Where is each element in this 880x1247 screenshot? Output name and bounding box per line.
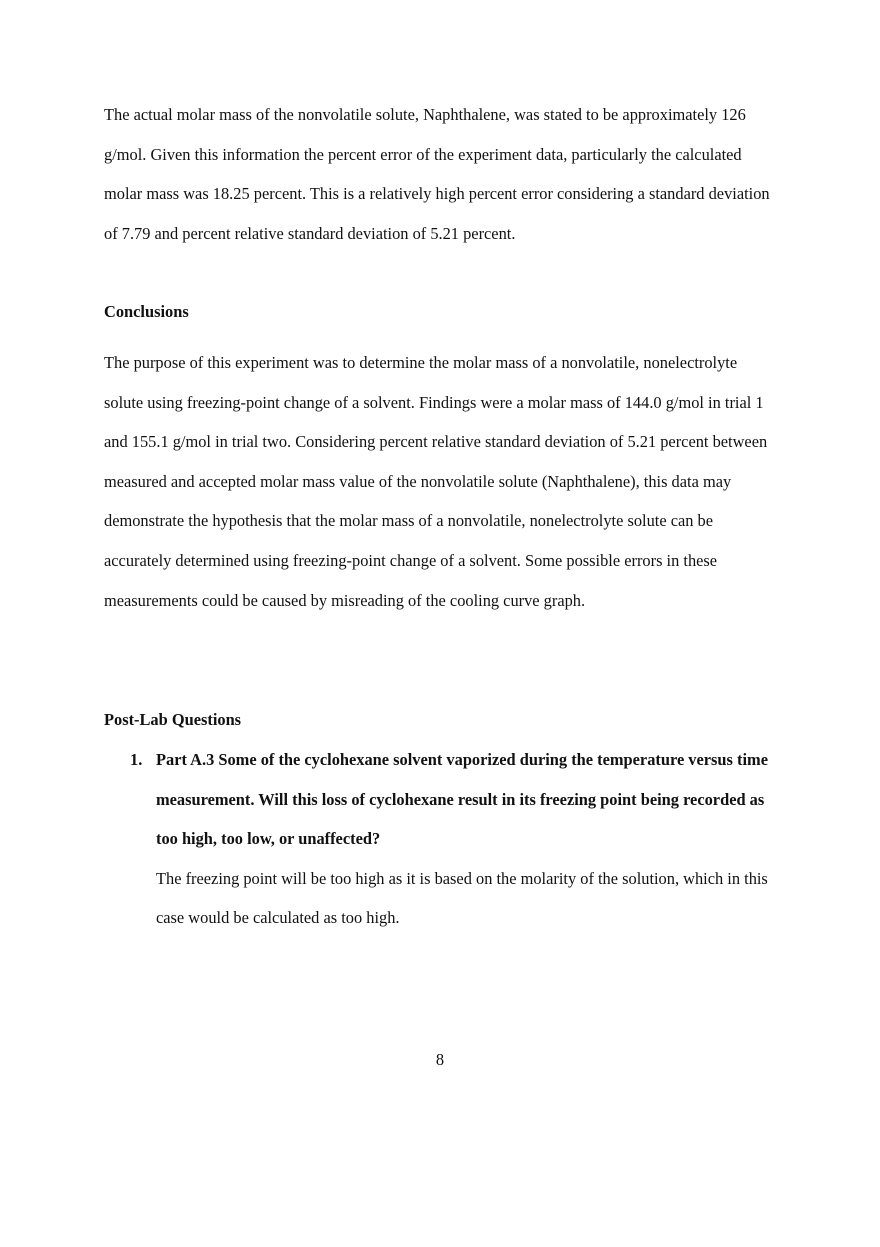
post-lab-heading: Post-Lab Questions <box>104 710 242 729</box>
conclusions-heading: Conclusions <box>104 302 189 321</box>
page-number: 8 <box>435 1050 445 1069</box>
question-item <box>104 740 780 938</box>
answer-text: The freezing point will be too high as it is based on the molarity of the solution, which in this case would be calculated as too high. <box>156 868 768 928</box>
question-list <box>104 740 780 938</box>
question-number: 1. <box>130 750 143 769</box>
conclusions-paragraph: The purpose of this experiment was to determine the molar mass of a nonvolatile, nonelectrolyte solute using freezing-point change of a solvent. Findings were a molar mass of 144.0 g/mol in trial 1 and 155.1 g/mol in trial two. Considering percent relative standard deviation of 5.21 percent between measured and accepted molar mass value of the nonvolatile solute (Naphthalene), this data may demonstrate the hypothesis that the molar mass of a nonvolatile, nonelectrolyte solute can be accurately determined using freezing-point change of a solvent. Some possible errors in these measurements could be caused by misreading of the cooling curve graph. <box>104 353 768 610</box>
question-text: Part A.3 Some of the cyclohexane solvent vaporized during the temperature versus time measurement. Will this loss of cyclohexane result in its freezing point being recorded as too high, too low, or unaffected? <box>156 750 768 849</box>
results-paragraph: The actual molar mass of the nonvolatile solute, Naphthalene, was stated to be approximately 126 g/mol. Given this information the percent error of the experiment data, particularly the calculated molar mass was 18.25 percent. This is a relatively high percent error considering a standard deviation of 7.79 and percent relative standard deviation of 5.21 percent. <box>104 105 770 243</box>
